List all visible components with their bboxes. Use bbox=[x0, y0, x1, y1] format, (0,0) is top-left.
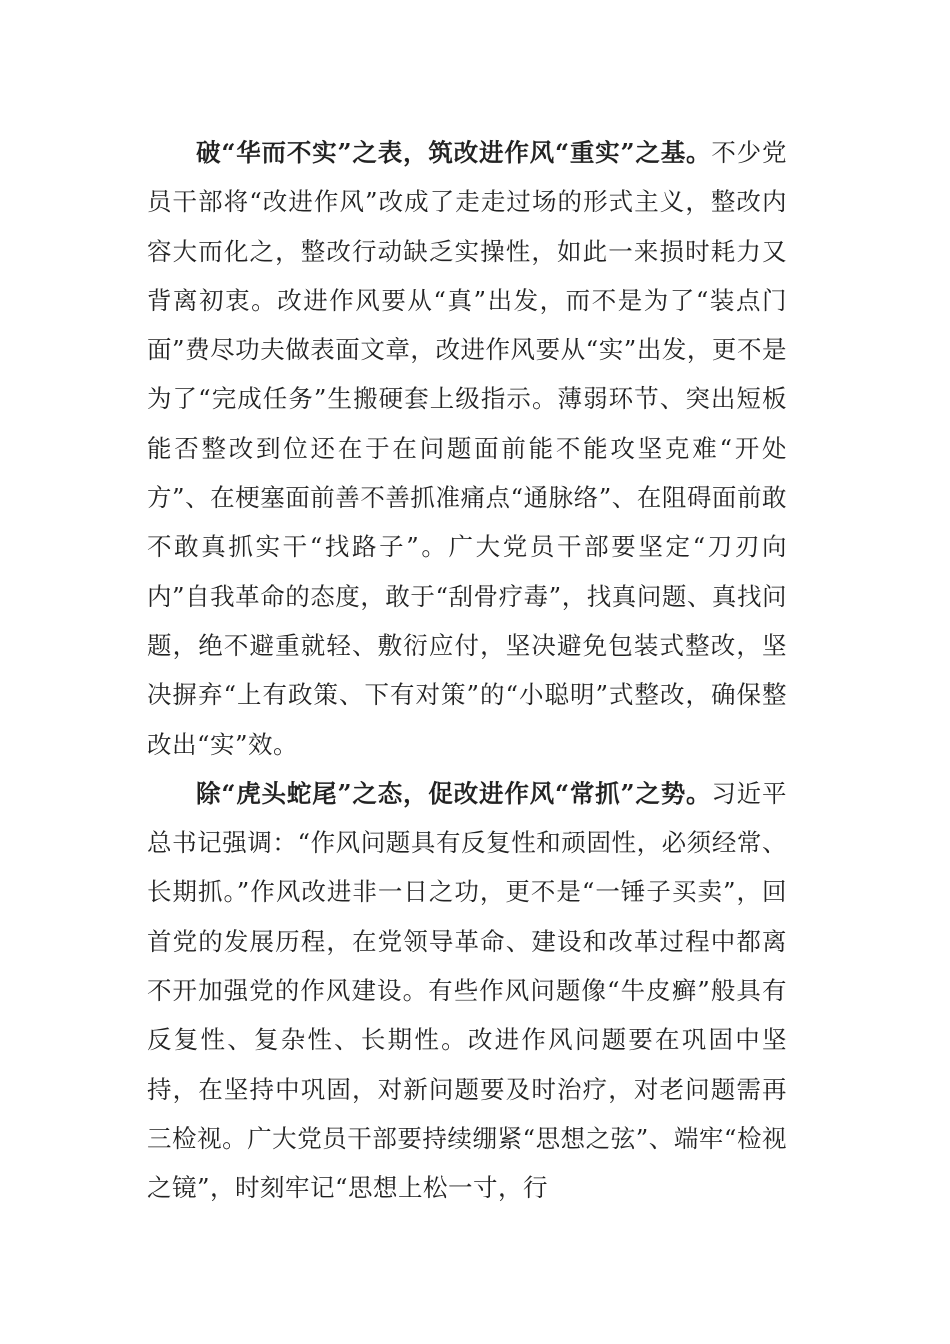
paragraph-1 bbox=[147, 128, 787, 769]
document-body bbox=[147, 128, 787, 1213]
paragraph-2-heading: 除“虎头蛇尾”之态，促改进作风“常抓”之势。 bbox=[196, 778, 712, 808]
paragraph-2 bbox=[147, 769, 787, 1213]
paragraph-1-heading: 破“华而不实”之表，筑改进作风“重实”之基。 bbox=[196, 138, 712, 167]
paragraph-2-body: 习近平总书记强调：“作风问题具有反复性和顽固性，必须经常、长期抓。”作风改进非一日之功，更不是“一锤子买卖”，回首党的发展历程，在党领导革命、建设和改革过程中都离不开加强党的作风建设。有些作风问题像“牛皮癣”般具有反复性、复杂性、长期性。改进作风问题要在巩固中坚持，在坚持中巩固，对新问题要及时治疗，对老问题需再三检视。广大党员干部要持续绷紧“思想之弦”、端牢“检视之镜”，时刻牢记“思想上松一寸，行 bbox=[147, 778, 787, 1203]
paragraph-1-body: 不少党员干部将“改进作风”改成了走走过场的形式主义，整改内容大而化之，整改行动缺乏实操性，如此一来损时耗力又背离初衷。改进作风要从“真”出发，而不是为了“装点门面”费尽功夫做表面文章，改进作风要从“实”出发，更不是为了“完成任务”生搬硬套上级指示。薄弱环节、突出短板能否整改到位还在于在问题面前能不能攻坚克难“开处方”、在梗塞面前善不善抓准痛点“通脉络”、在阻碍面前敢不敢真抓实干“找路子”。广大党员干部要坚定“刀刃向内”自我革命的态度，敢于“刮骨疗毒”，找真问题、真找问题，绝不避重就轻、敷衍应付，坚决避免包装式整改，坚决摒弃“上有政策、下有对策”的“小聪明”式整改，确保整改出“实”效。 bbox=[147, 138, 787, 759]
